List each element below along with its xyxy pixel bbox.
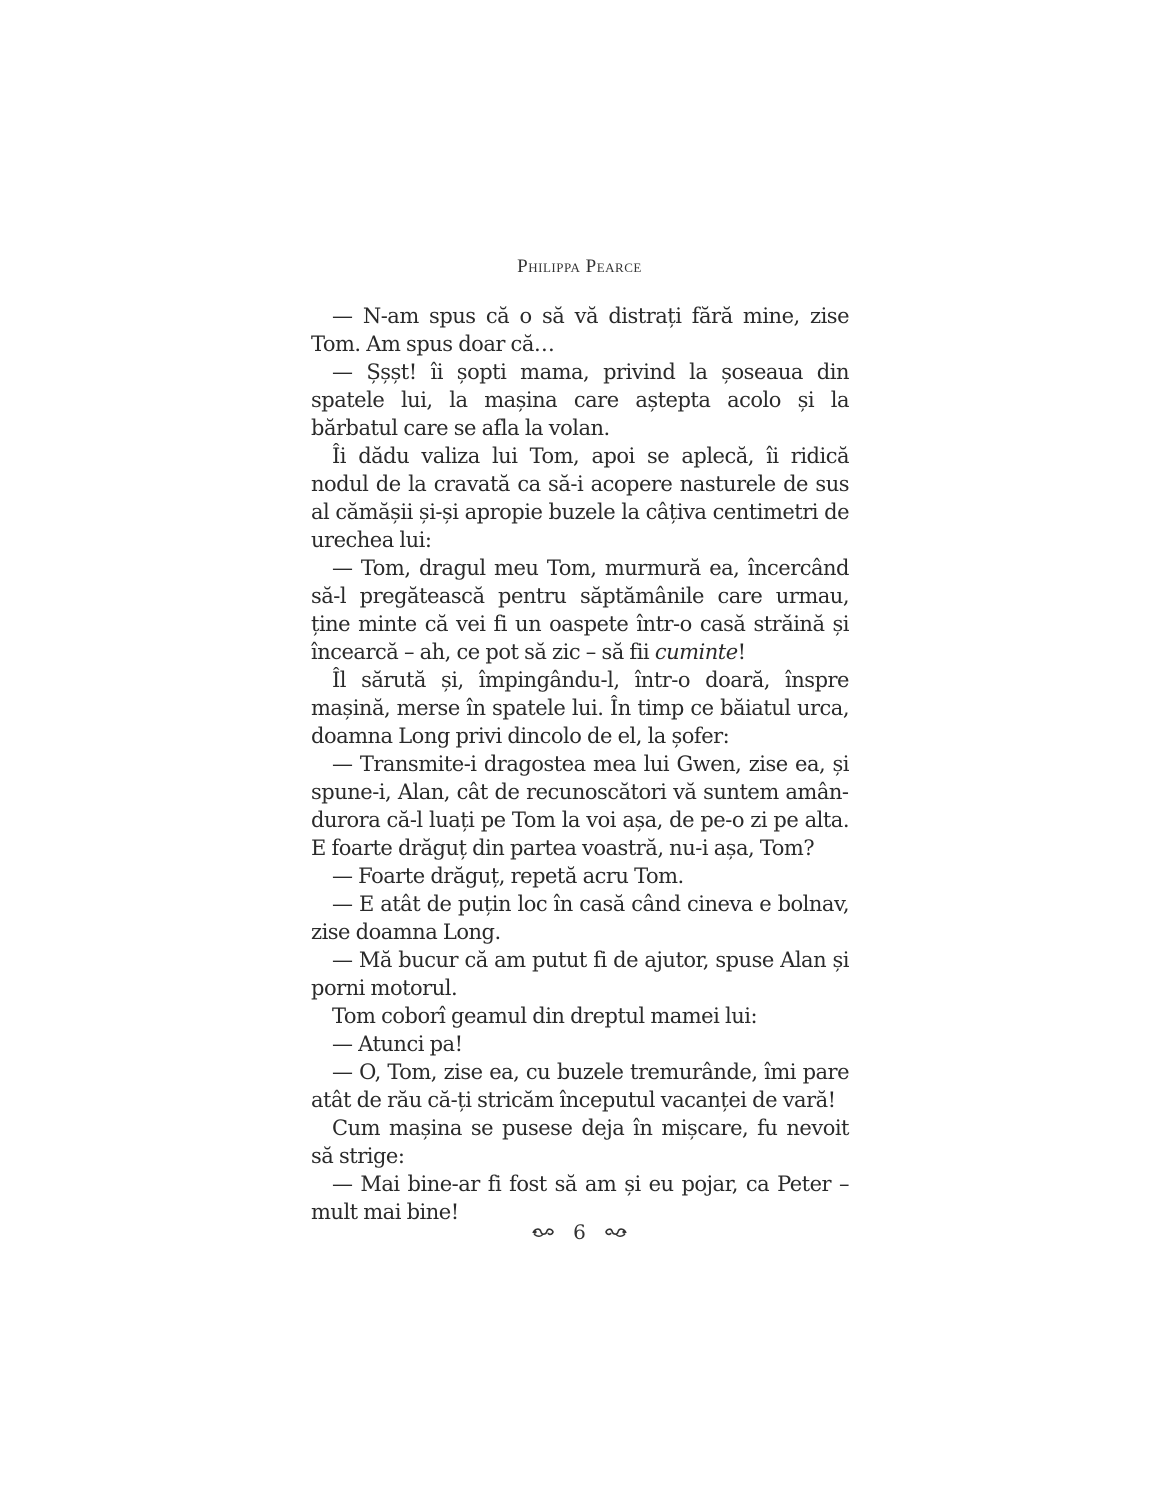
running-head: Philippa Pearce <box>517 256 642 277</box>
paragraph: — Transmite-i dragostea mea lui Gwen, zise ea, și spune-i, Alan, cât de recunoscători vă suntem amândurora că-l luați pe Tom la voi așa, de pe-o zi pe alta. E foarte drăguț din partea voastră, nu-i așa, Tom? <box>311 752 849 860</box>
paragraph: — O, Tom, zise ea, cu buzele tremurânde, îmi pare atât de rău că-ți stricăm începutul vacanței de vară! <box>311 1060 849 1112</box>
body-text <box>311 302 849 1226</box>
paragraph <box>311 554 849 666</box>
paragraph: — Șșșt! îi șopti mama, privind la șoseaua din spatele lui, la mașina care aștepta acolo și la bărbatul care se afla la volan. <box>311 360 849 440</box>
text-run: ! <box>737 640 746 664</box>
paragraph: Îl sărută și, împingându-l, într-o doară, înspre mașină, merse în spatele lui. În timp ce băiatul urca, doamna Long privi dincolo de el, la șofer: <box>311 668 849 748</box>
text-run: — Tom, dragul meu Tom, murmură ea, încercând să-l pregătească pentru săptămânile care urmau, ține minte că vei fi un oaspete într-o casă străină și încearcă – ah, ce pot să zic – să fii <box>311 556 849 664</box>
emphasis: cuminte <box>654 640 738 664</box>
paragraph: — Foarte drăguț, repetă acru Tom. <box>332 864 684 888</box>
fleuron-icon <box>604 1225 628 1239</box>
paragraph: — Atunci pa! <box>332 1032 463 1056</box>
paragraph: Tom coborî geamul din dreptul mamei lui: <box>332 1004 758 1028</box>
paragraph: — Mă bucur că am putut fi de ajutor, spuse Alan și porni motorul. <box>311 948 849 1000</box>
fleuron-icon <box>531 1225 555 1239</box>
page-footer <box>0 1220 1159 1244</box>
page-number: 6 <box>573 1220 586 1244</box>
paragraph: — E atât de puțin loc în casă când cineva e bolnav, zise doamna Long. <box>311 892 849 944</box>
paragraph: Cum mașina se pusese deja în mișcare, fu nevoit să strige: <box>311 1116 849 1168</box>
paragraph: — N-am spus că o să vă distrați fără mine, zise Tom. Am spus doar că… <box>311 304 849 356</box>
paragraph: Îi dădu valiza lui Tom, apoi se aplecă, îi ridică nodul de la cravată ca să-i acopere nasturele de sus al cămășii și-și apropie buzele la câțiva centimetri de urechea lui: <box>311 444 849 552</box>
paragraph: — Mai bine-ar fi fost să am și eu pojar, ca Peter – mult mai bine! <box>311 1172 849 1224</box>
